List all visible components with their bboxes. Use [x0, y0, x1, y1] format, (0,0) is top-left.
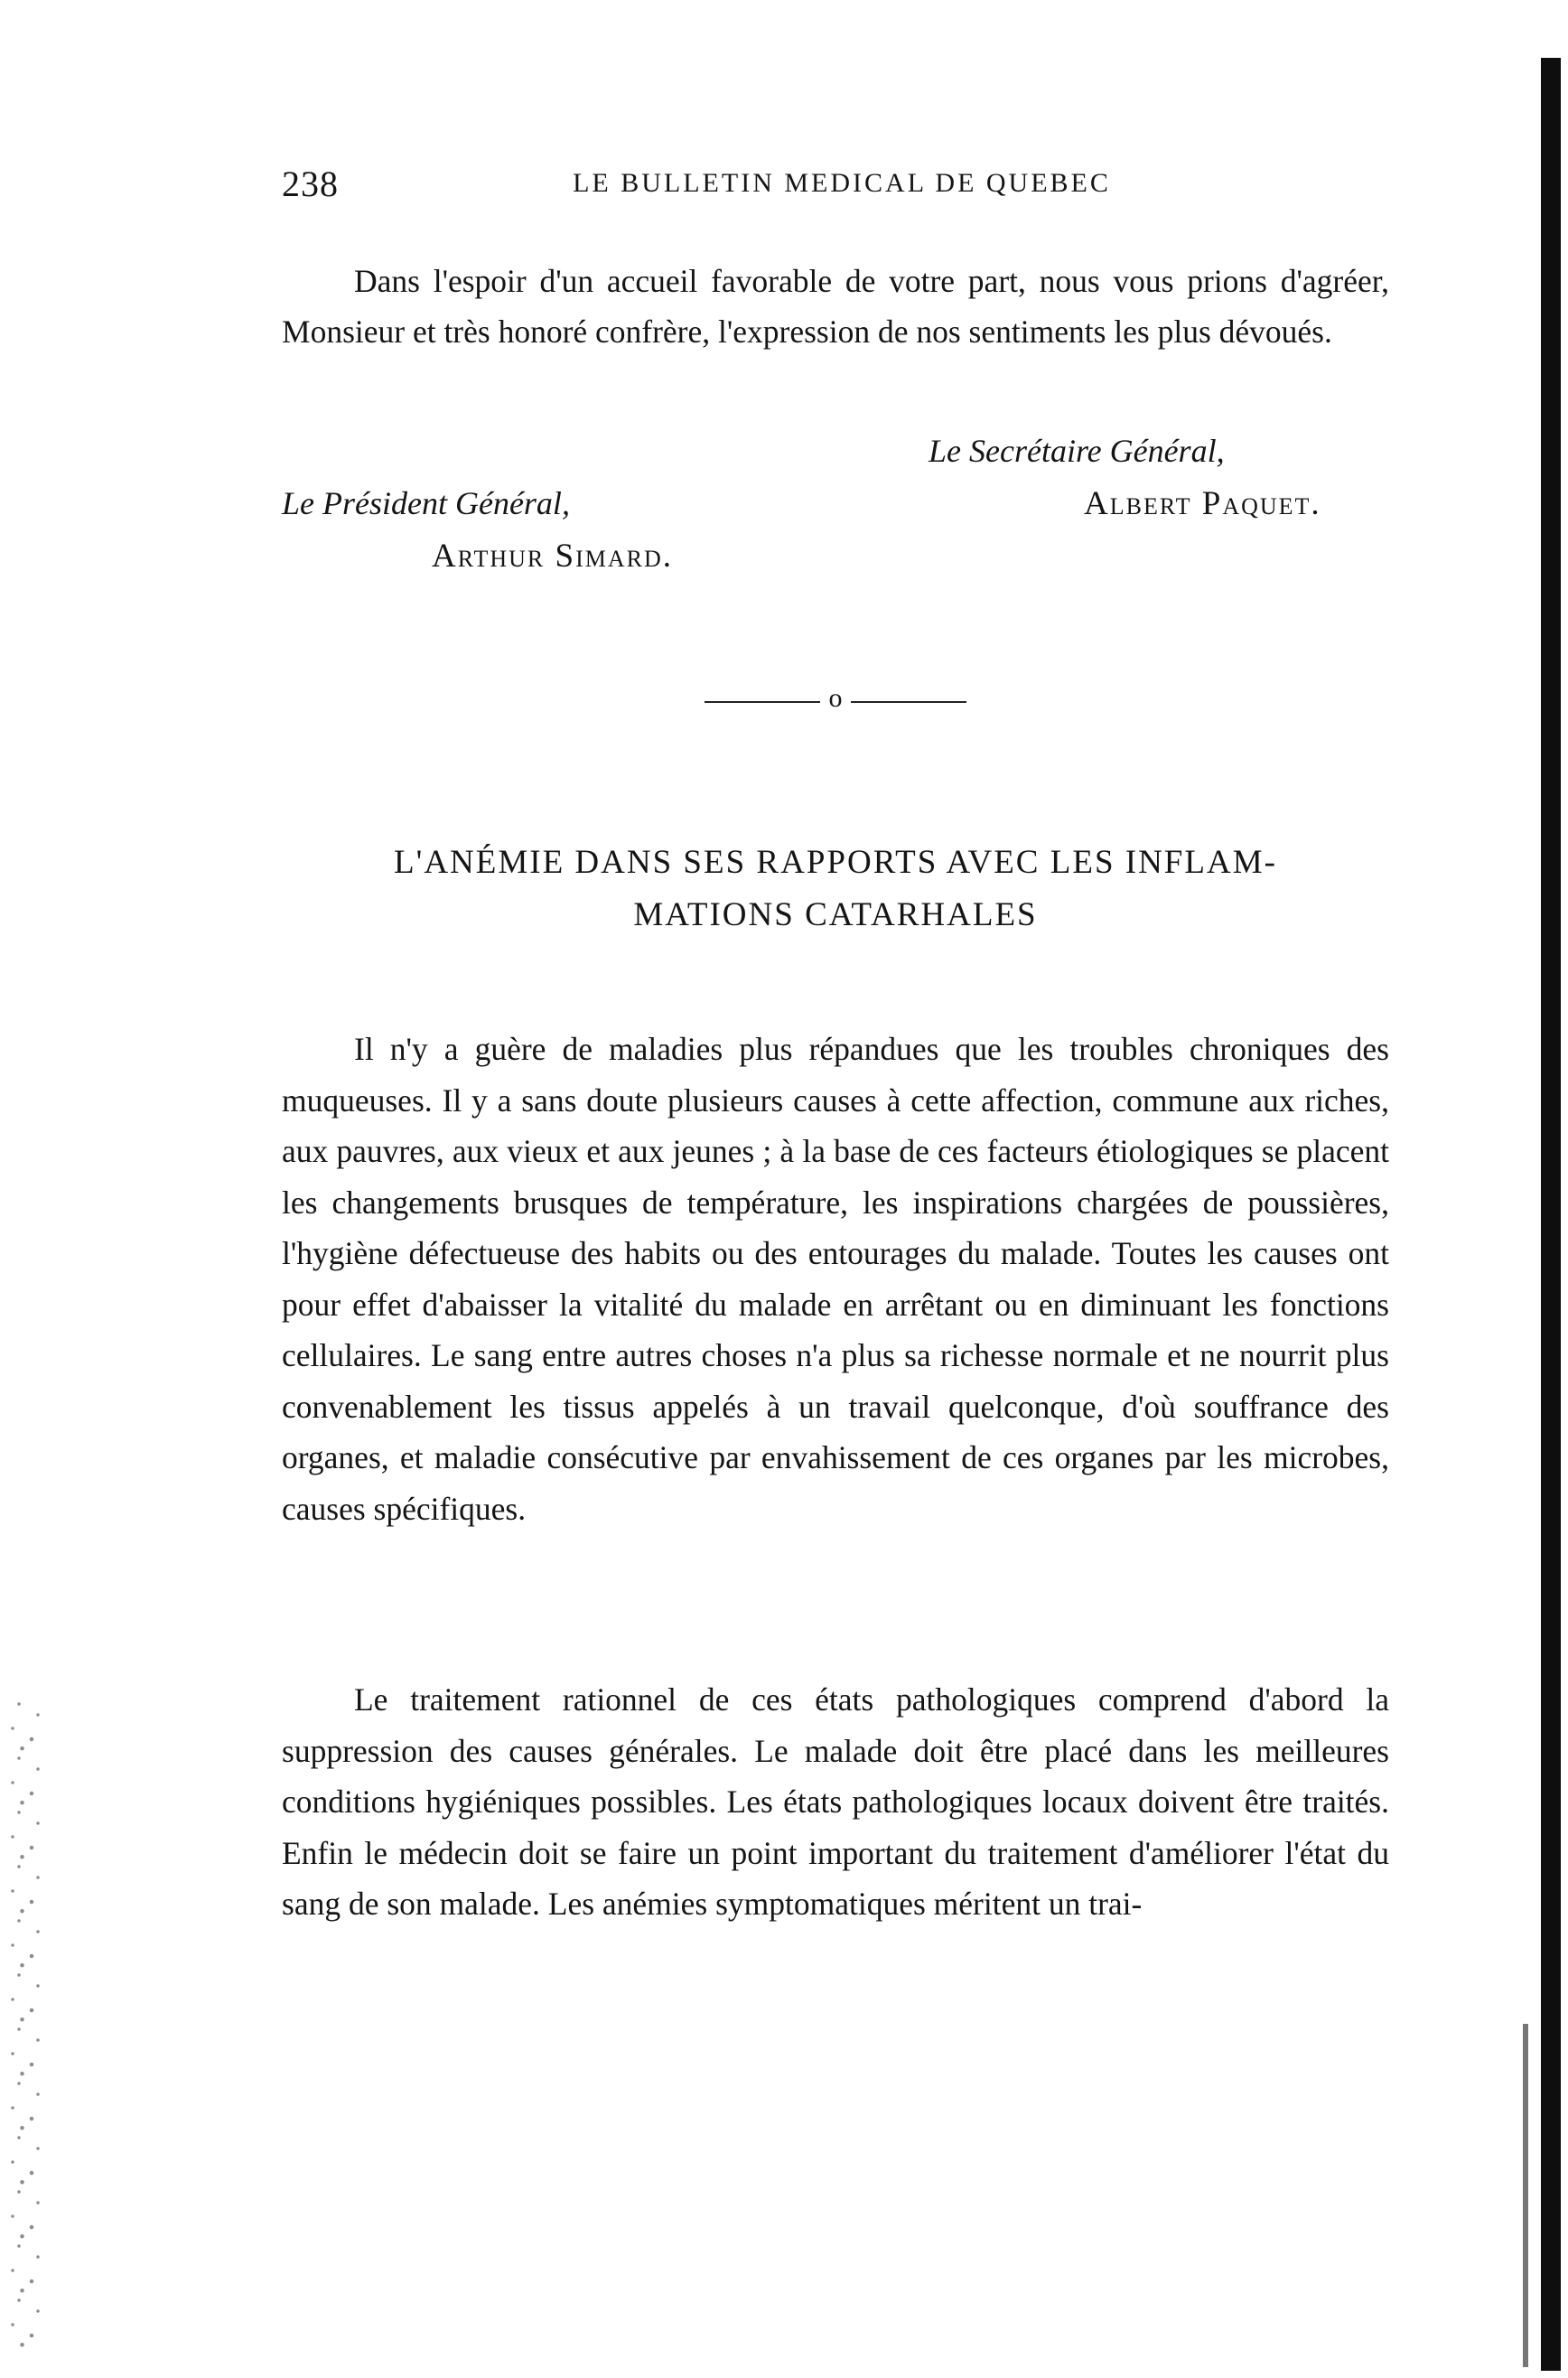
page-number: 238: [282, 164, 339, 204]
scan-noise-specks: [0, 1699, 63, 2349]
separator-mark: o: [828, 683, 843, 713]
secretary-title: Le Secrétaire Général,: [929, 433, 1225, 469]
closing-paragraph: Dans l'espoir d'un accueil favorable de votre part, nous vous prions d'agréer, Monsieur et très honoré confrère, l'expression de nos sentiments les plus dévoués.: [282, 263, 1389, 350]
page-binding-edge: [1541, 58, 1561, 2371]
separator-line-right: [851, 701, 966, 703]
article-title-line-2: MATIONS CATARHALES: [633, 896, 1038, 933]
secretary-name: Albert Paquet.: [1084, 485, 1321, 522]
president-name: Arthur Simard.: [432, 538, 674, 575]
article-title: [282, 837, 1389, 941]
running-header: [282, 163, 1402, 217]
article-paragraph-1: Il n'y a guère de maladies plus répandues que les troubles chroniques des muqueuses. Il y a sans doute plusieurs causes à cette affection, commune aux riches, aux pauvres, aux vieux et aux jeunes ; à la base de ces facteurs étiologiques se placent les changements brusques de température, les inspirations chargées de poussières, l'hygiène défectueuse des habits ou des entourages du malade. Toutes les causes ont pour effet d'abaisser la vitalité du malade en arrêtant ou en diminuant les fonctions cellulaires. Le sang entre autres choses n'a plus sa richesse normale et ne nourrit plus convenablement les tissus appelés à un travail quelconque, d'où souffrance des organes, et maladie consécutive par envahissement de ces organes par les microbes, causes spécifiques.: [282, 1031, 1389, 1527]
article-title-line-1: L'ANÉMIE DANS SES RAPPORTS AVEC LES INFLAM-: [394, 844, 1277, 881]
page-edge-shadow: [1523, 2024, 1528, 2367]
journal-title: LE BULLETIN MEDICAL DE QUEBEC: [573, 168, 1111, 198]
president-title: Le Président Général,: [282, 485, 570, 521]
section-separator: [705, 683, 966, 716]
article-paragraph-2: Le traitement rationnel de ces états pathologiques comprend d'abord la suppression des causes générales. Le malade doit être placé dans les meilleures conditions hygiéniques possibles. Les états pathologiques locaux doivent être traités. Enfin le médecin doit se faire un point important du traitement d'améliorer l'état du sang de son malade. Les anémies symptomatiques méritent un trai-: [282, 1681, 1389, 1922]
